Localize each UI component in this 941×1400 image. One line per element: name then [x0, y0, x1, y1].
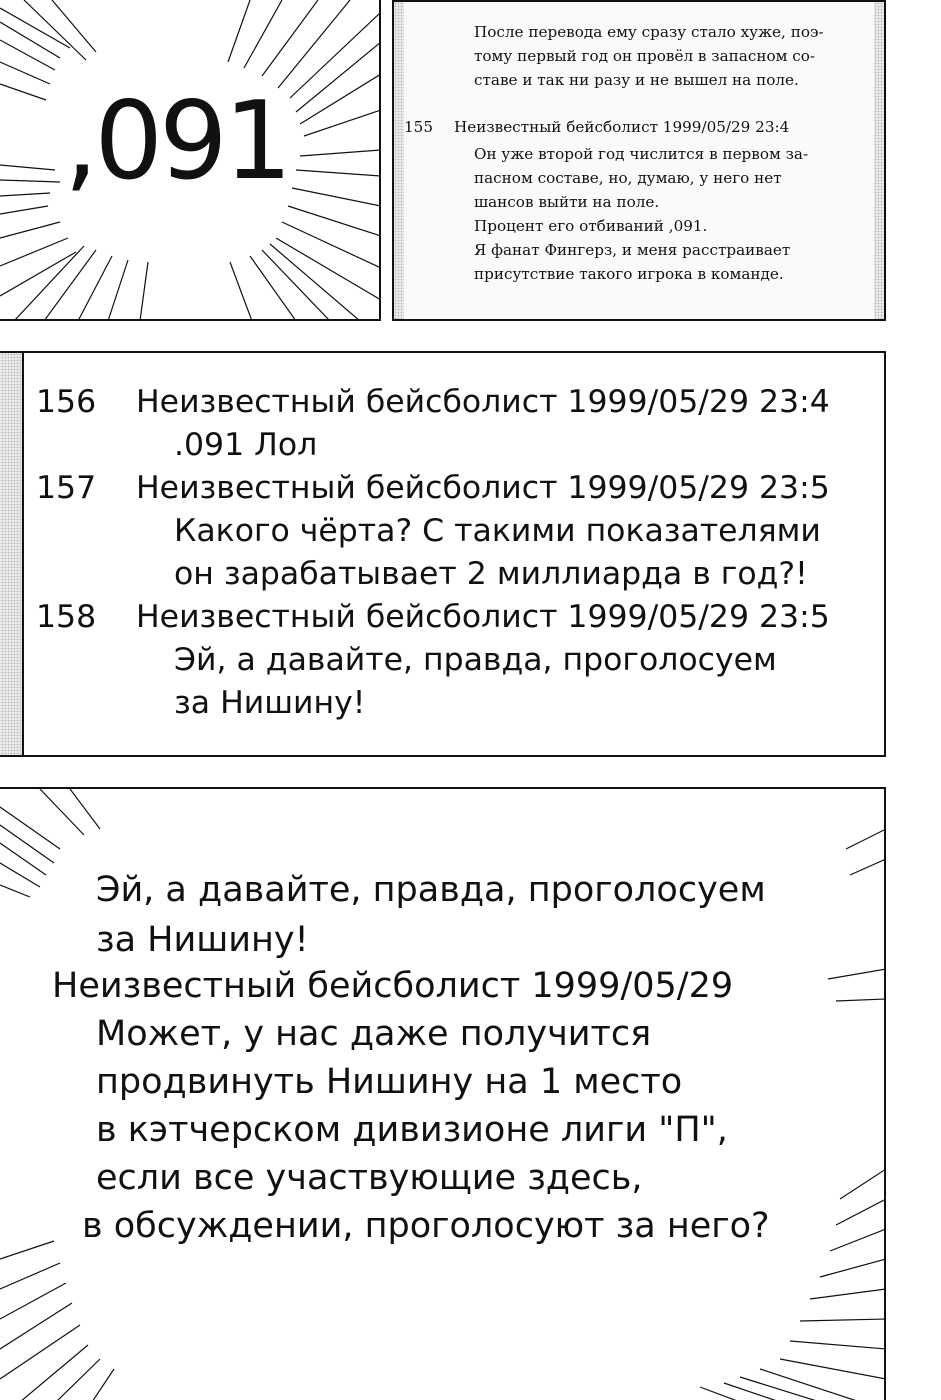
forum-panel-medium [0, 351, 886, 757]
post-line: .091 Лол [174, 427, 318, 463]
post-line: продвинуть Нишину на 1 место [96, 1062, 683, 1102]
post-header: Неизвестный бейсболист 1999/05/29 23:5 [136, 599, 830, 635]
batting-average: ,091 [64, 79, 289, 204]
post-header: Неизвестный бейсболист 1999/05/29 23:4 [454, 118, 790, 136]
post-header: Неизвестный бейсболист 1999/05/29 [52, 966, 734, 1006]
post-number: 157 [36, 470, 97, 506]
forum-text-line: Я фанат Фингерз, и меня расстраивает [474, 241, 791, 259]
post-header: Неизвестный бейсболист 1999/05/29 23:5 [136, 470, 830, 506]
post-line: в кэтчерском дивизионе лиги "П", [96, 1110, 728, 1150]
forum-text-line: ставе и так ни разу и не вышел на поле. [474, 71, 799, 89]
quote-line: за Нишину! [96, 920, 309, 960]
post-number: 158 [36, 599, 97, 635]
number-panel [0, 0, 381, 321]
post-line: в обсуждении, проголосуют за него? [82, 1206, 770, 1246]
quote-line: Эй, а давайте, правда, проголосуем [96, 870, 766, 910]
forum-screen [404, 2, 874, 319]
post-header: Неизвестный бейсболист 1999/05/29 23:4 [136, 384, 830, 420]
post-line: Эй, а давайте, правда, проголосуем [174, 642, 777, 678]
forum-text-line: присутствие такого игрока в команде. [474, 265, 784, 283]
forum-panel-small [392, 0, 886, 321]
forum-text-line: пасном составе, но, думаю, у него нет [474, 169, 782, 187]
forum-screen [22, 353, 884, 755]
post-line: Может, у нас даже получится [96, 1014, 652, 1054]
post-number: 155 [404, 118, 433, 136]
forum-text-line: Он уже второй год числится в первом за- [474, 145, 809, 163]
post-line: Какого чёрта? С такими показателями [174, 513, 821, 549]
forum-text-line: шансов выйти на поле. [474, 193, 660, 211]
emphasis-panel [0, 787, 886, 1400]
post-number: 156 [36, 384, 97, 420]
post-line: если все участвующие здесь, [96, 1158, 643, 1198]
post-line: за Нишину! [174, 685, 366, 721]
forum-text-line: тому первый год он провёл в запасном со- [474, 47, 816, 65]
post-line: он зарабатывает 2 миллиарда в год?! [174, 556, 808, 592]
forum-text-line: После перевода ему сразу стало хуже, поэ- [474, 23, 824, 41]
forum-text-line: Процент его отбиваний ,091. [474, 217, 708, 235]
